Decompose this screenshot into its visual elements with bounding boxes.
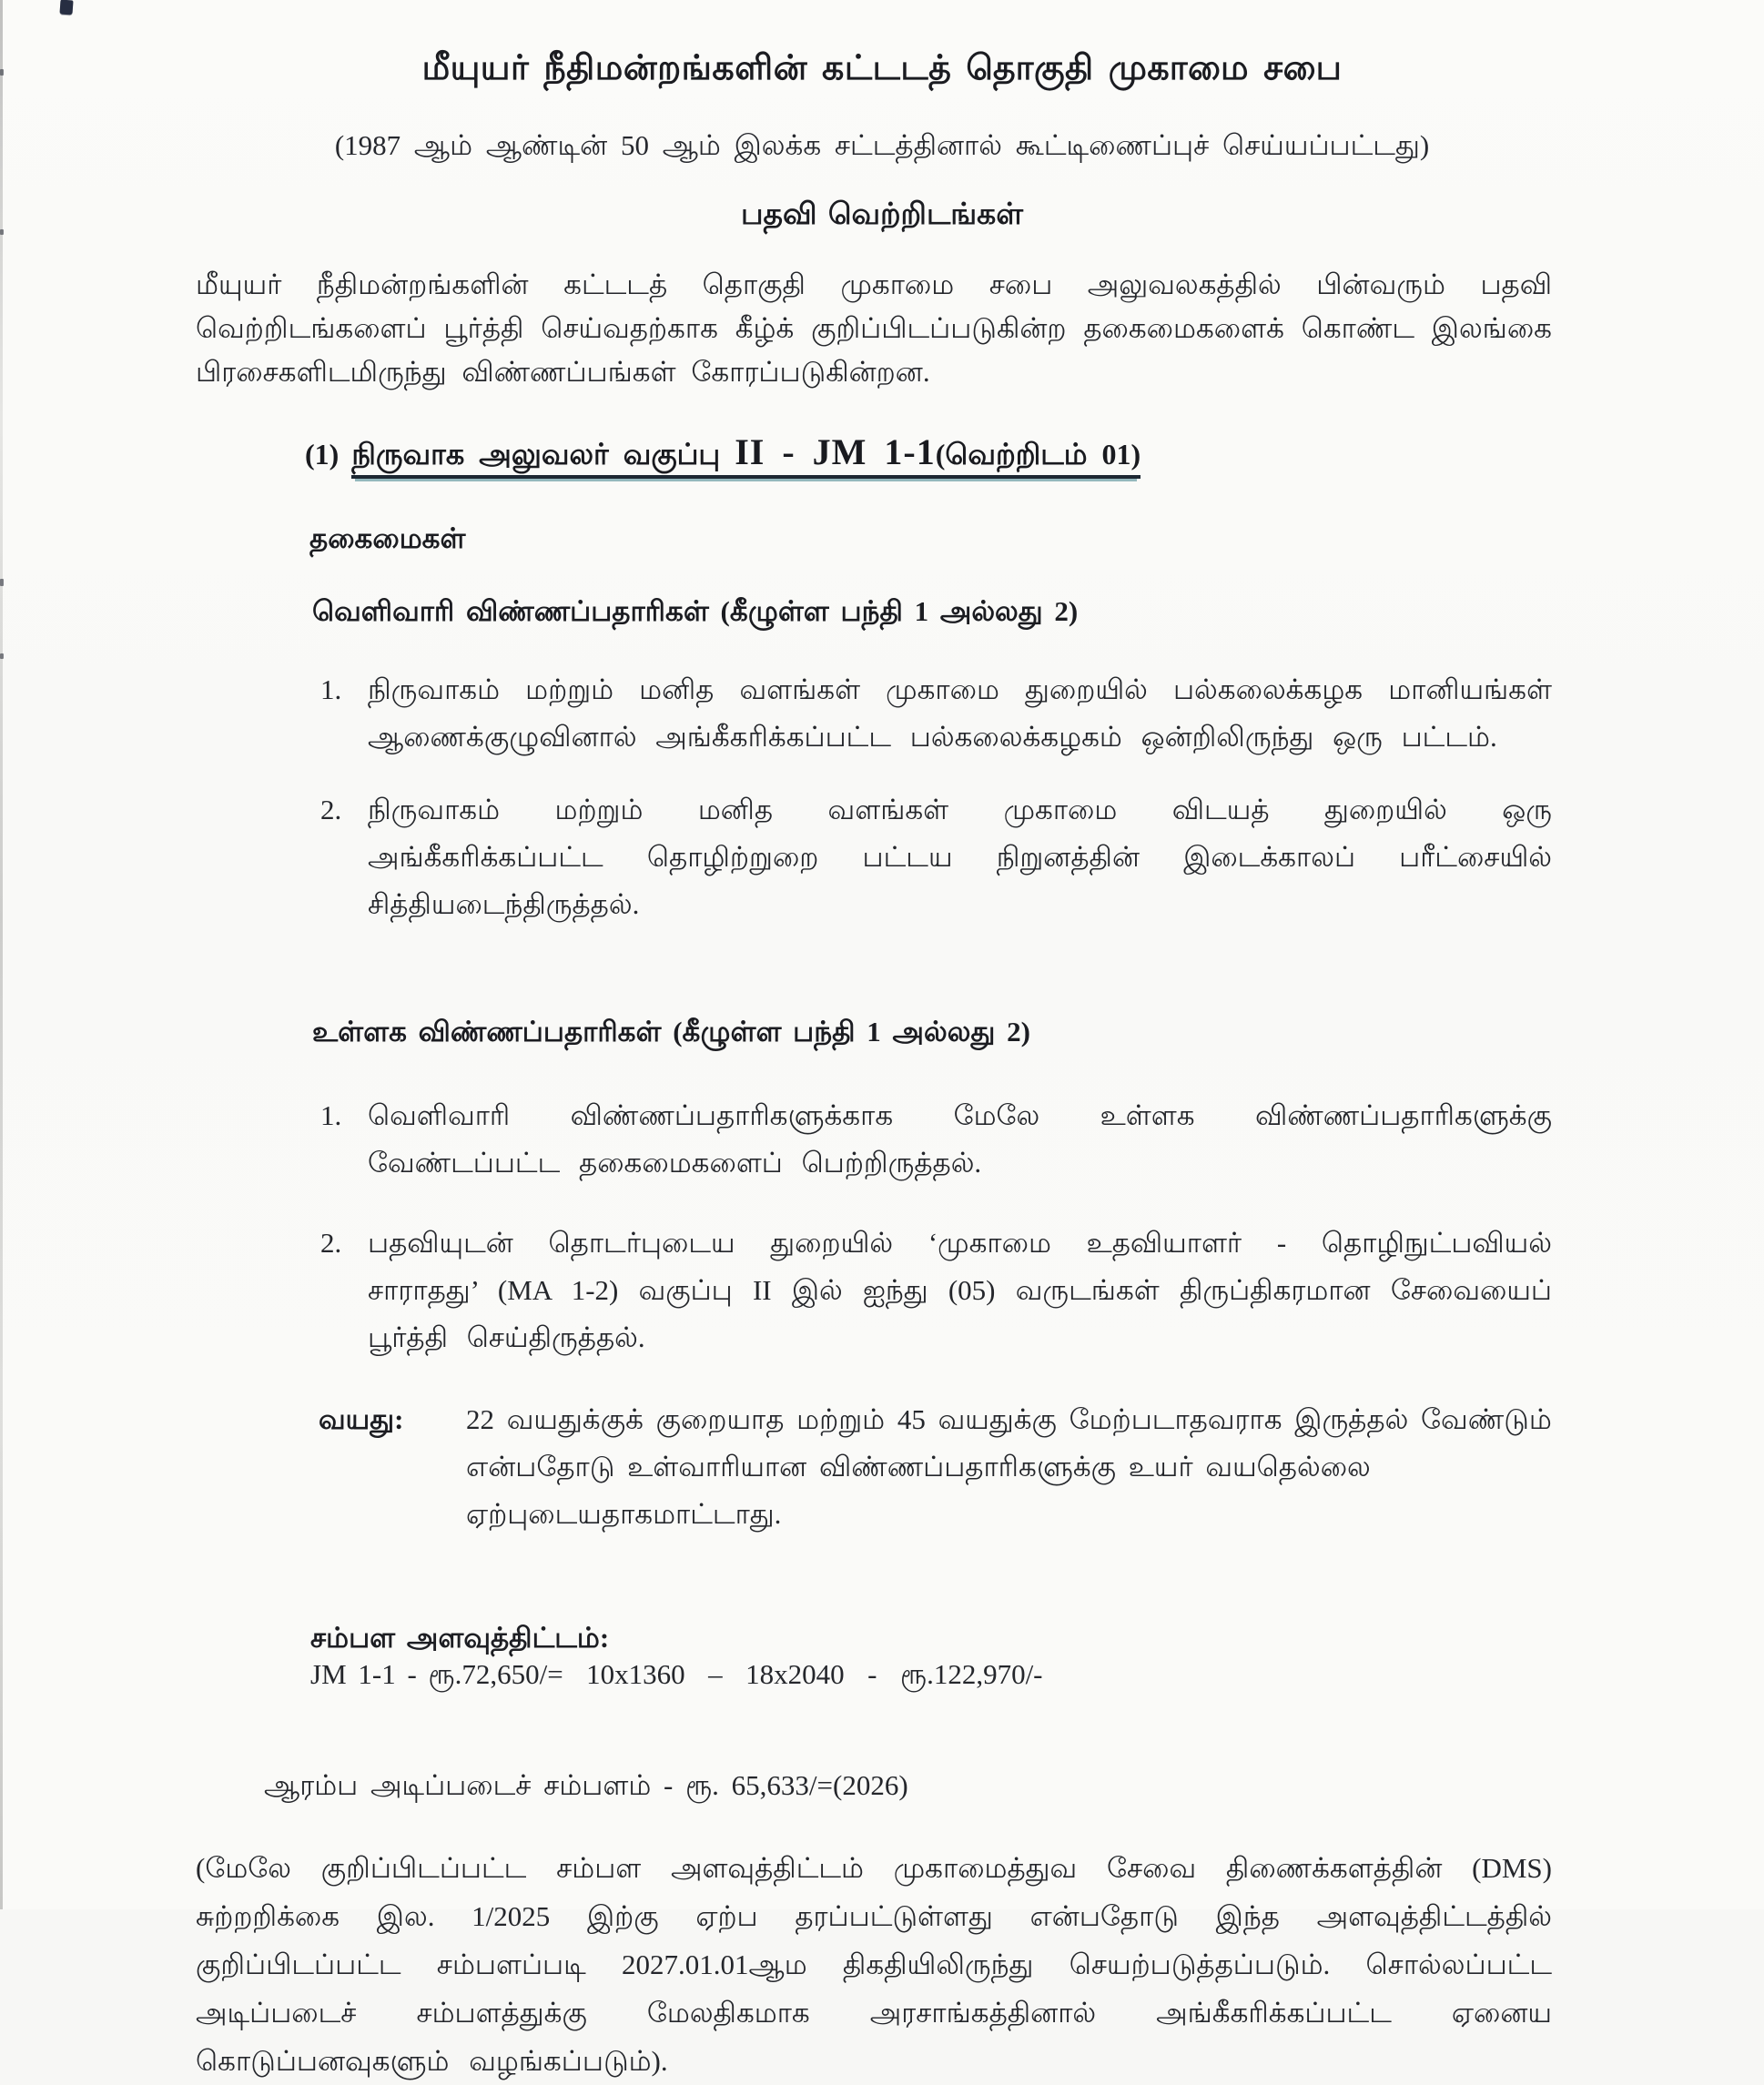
age-label: வயது: bbox=[319, 1402, 404, 1435]
scan-edge-line bbox=[0, 0, 3, 1909]
salary-scale-line bbox=[264, 1589, 1582, 1727]
scan-speck bbox=[0, 579, 4, 586]
internal-item-1-text: வெளிவாரி விண்ணப்பதாரிகளுக்காக மேலே உள்ளக விண்ணப்பதாரிகளுக்கு வேண்டப்பட்ட தகைமைகளைப் பெற்றிருத்தல். bbox=[368, 1098, 1552, 1179]
post-1-number: (1) bbox=[305, 437, 340, 471]
post-1-heading bbox=[305, 430, 1764, 475]
act-subtitle: (1987 ஆம் ஆண்டின் 50 ஆம் இலக்க சட்டத்தினால் கூட்டிணைப்புச் செய்யப்பட்டது) bbox=[334, 128, 1430, 161]
external-item-2-number: 2. bbox=[320, 793, 342, 825]
vacancies-heading: பதவி வெற்றிடங்கள் bbox=[740, 197, 1024, 231]
internal-item-1-number: 1. bbox=[320, 1098, 342, 1131]
internal-item-2-text: பதவியுடன் தொடர்புடைய துறையில் ‘முகாமை உதவியாளர் - தொழிநுட்பவியல் சாராதது’ (MA 1-2) வகுப்பு II இல் ஐந்து (05) வருடங்கள் திருப்திகரமான சேவையைப் பூர்த்தி செய்திருத்தல். bbox=[368, 1226, 1552, 1353]
post-1-title-underline bbox=[351, 430, 1141, 479]
external-item-1-text: நிருவாகம் மற்றும் மனித வளங்கள் முகாமை துறையில் பல்கலைக்கழக மானியங்கள் ஆணைக்குழுவினால் அங்கீகரிக்கப்பட்ட பல்கலைக்கழகம் ஒன்றிலிருந்து ஒரு பட்டம். bbox=[368, 673, 1552, 753]
salary-scale-label: சம்பள அளவுத்திட்டம்: bbox=[310, 1621, 610, 1654]
scan-speck bbox=[0, 229, 4, 235]
document-title: மீயுயர் நீதிமன்றங்களின் கட்டடத் தொகுதி முகாமை சபை bbox=[421, 49, 1343, 87]
external-item-1 bbox=[320, 666, 1552, 761]
post-1-title-tamil: நிருவாக அலுவலர் வகுப்பு bbox=[351, 437, 721, 471]
scan-speck bbox=[0, 69, 4, 76]
age-requirement bbox=[319, 1396, 1552, 1538]
post-1-vacancy-count: (வெற்றிடம் 01) bbox=[935, 437, 1141, 471]
starting-salary-line: ஆரம்ப அடிப்படைச் சம்பளம் - ரூ. 65,633/=(2026) bbox=[264, 1768, 908, 1801]
post-1-grade: II - JM 1-1 bbox=[735, 430, 936, 472]
salary-scale-value: JM 1-1 - ரூ.72,650/= 10x1360 – 18x2040 - ரூ.122,970/- bbox=[310, 1657, 1043, 1690]
external-item-1-number: 1. bbox=[320, 673, 342, 705]
internal-item-2 bbox=[320, 1220, 1552, 1361]
external-item-2-text: நிருவாகம் மற்றும் மனித வளங்கள் முகாமை விடயத் துறையில் ஒரு அங்கீகரிக்கப்பட்ட தொழிற்றுறை பட்டய நிறுனத்தின் இடைக்காலப் பரீட்சையில் சித்தியடைந்திருத்தல். bbox=[368, 793, 1552, 920]
internal-item-1 bbox=[320, 1092, 1552, 1187]
external-item-2 bbox=[320, 786, 1552, 928]
internal-item-2-number: 2. bbox=[320, 1226, 342, 1259]
intro-paragraph: மீயுயர் நீதிமன்றங்களின் கட்டடத் தொகுதி முகாமை சபை அலுவலகத்தில் பின்வரும் பதவி வெற்றிடங்களைப் பூர்த்தி செய்வதற்காக கீழ்க் குறிப்பிடப்படுகின்ற தகைமைகளைக் கொண்ட இலங்கை பிரசைகளிடமிருந்து விண்ணப்பங்கள் கோரப்படுகின்றன. bbox=[196, 268, 1552, 388]
ink-mark bbox=[59, 0, 73, 15]
note-paragraph: (மேலே குறிப்பிடப்பட்ட சம்பள அளவுத்திட்டம் முகாமைத்துவ சேவை திணைக்களத்தின் (DMS) சுற்றறிக்கை இல. 1/2025 இற்கு ஏற்ப தரப்பட்டுள்ளது என்பதோடு இந்த அளவுத்திட்டத்தில் குறிப்பிடப்பட்ட சம்பளப்படி 2027.01.01ஆம திகதியிலிருந்து செயற்படுத்தப்படும். சொல்லப்பட்ட அடிப்படைச் சம்பளத்துக்கு மேலதிகமாக அரசாங்கத்தினால் அங்கீகரிக்கப்பட்ட ஏனைய கொடுப்பனவுகளும் வழங்கப்படும்). bbox=[196, 1851, 1552, 2077]
internal-applicants-heading: உள்ளக விண்ணப்பதாரிகள் (கீழுள்ள பந்தி 1 அல்லது 2) bbox=[312, 1015, 1030, 1048]
age-text: 22 வயதுக்குக் குறையாத மற்றும் 45 வயதுக்கு மேற்படாதவராக இருத்தல் வேண்டும் என்பதோடு உள்வாரியான விண்ணப்பதாரிகளுக்கு உயர் வயதெல்லை ஏற்புடையதாகமாட்டாது. bbox=[466, 1402, 1552, 1530]
qualifications-heading: தகைமைகள் bbox=[309, 521, 466, 554]
scan-speck bbox=[0, 653, 4, 659]
external-applicants-heading: வெளிவாரி விண்ணப்பதாரிகள் (கீழுள்ள பந்தி 1 அல்லது 2) bbox=[312, 594, 1079, 627]
